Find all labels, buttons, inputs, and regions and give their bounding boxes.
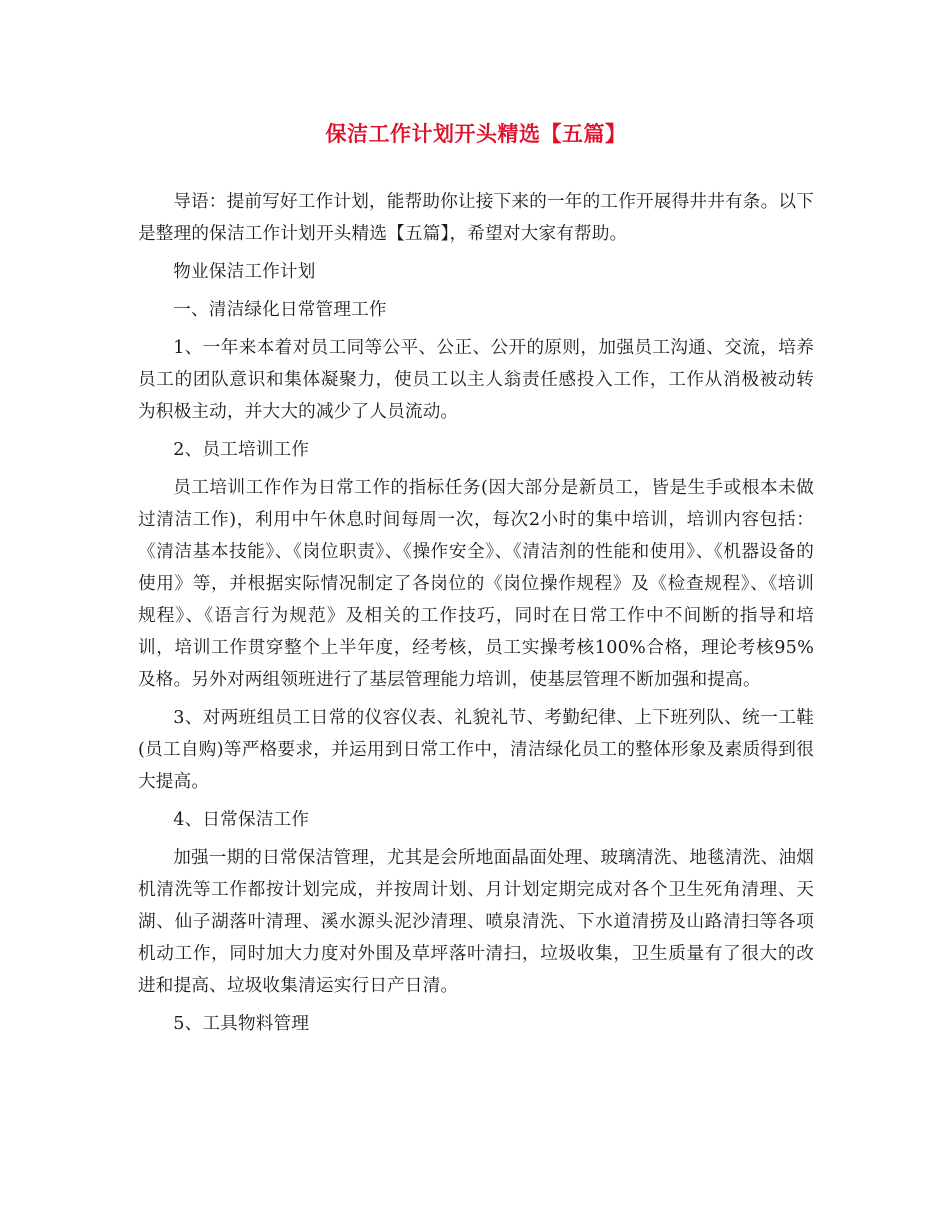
body-paragraph: 1、一年来本着对员工同等公平、公正、公开的原则，加强员工沟通、交流，培养员工的团队意识和集体凝聚力，使员工以主人翁责任感投入工作，工作从消极被动转为积极主动，并大大的减少了人员流动。 (138, 338, 814, 422)
section-heading: 4、日常保洁工作 (173, 810, 310, 830)
document-page (138, 118, 814, 1046)
section-heading: 5、工具物料管理 (173, 1014, 310, 1034)
body-paragraph: 加强一期的日常保洁管理，尤其是会所地面晶面处理、玻璃清洗、地毯清洗、油烟机清洗等工作都按计划完成，并按周计划、月计划定期完成对各个卫生死角清理、天湖、仙子湖落叶清理、溪水源头泥沙清理、喷泉清洗、下水道清捞及山路清扫等各项机动工作，同时加大力度对外围及草坪落叶清扫，垃圾收集，卫生质量有了很大的改进和提高、垃圾收集清运实行日产日清。 (138, 848, 814, 996)
section-heading: 一、清洁绿化日常管理工作 (173, 300, 387, 320)
body-paragraph: 3、对两班组员工日常的仪容仪表、礼貌礼节、考勤纪律、上下班列队、统一工鞋(员工自购)等严格要求，并运用到日常工作中，清洁绿化员工的整体形象及素质得到很大提高。 (138, 708, 814, 792)
section-heading: 物业保洁工作计划 (173, 262, 316, 282)
section-heading: 2、员工培训工作 (173, 440, 310, 460)
body-paragraph: 员工培训工作作为日常工作的指标任务(因大部分是新员工，皆是生手或根本未做过清洁工作)，利用中午休息时间每周一次，每次2小时的集中培训，培训内容包括：《清洁基本技能》、《岗位职责》、《操作安全》、《清洁剂的性能和使用》、《机器设备的使用》等，并根据实际情况制定了各岗位的《岗位操作规程》及《检查规程》、《培训规程》、《语言行为规范》及相关的工作技巧，同时在日常工作中不间断的指导和培训，培训工作贯穿整个上半年度，经考核，员工实操考核100%合格，理论考核95%及格。另外对两组领班进行了基层管理能力培训，使基层管理不断加强和提高。 (138, 478, 814, 690)
intro-paragraph: 导语：提前写好工作计划，能帮助你让接下来的一年的工作开展得井井有条。以下是整理的保洁工作计划开头精选【五篇】，希望对大家有帮助。 (138, 192, 814, 244)
document-title: 保洁工作计划开头精选【五篇】 (325, 122, 627, 146)
